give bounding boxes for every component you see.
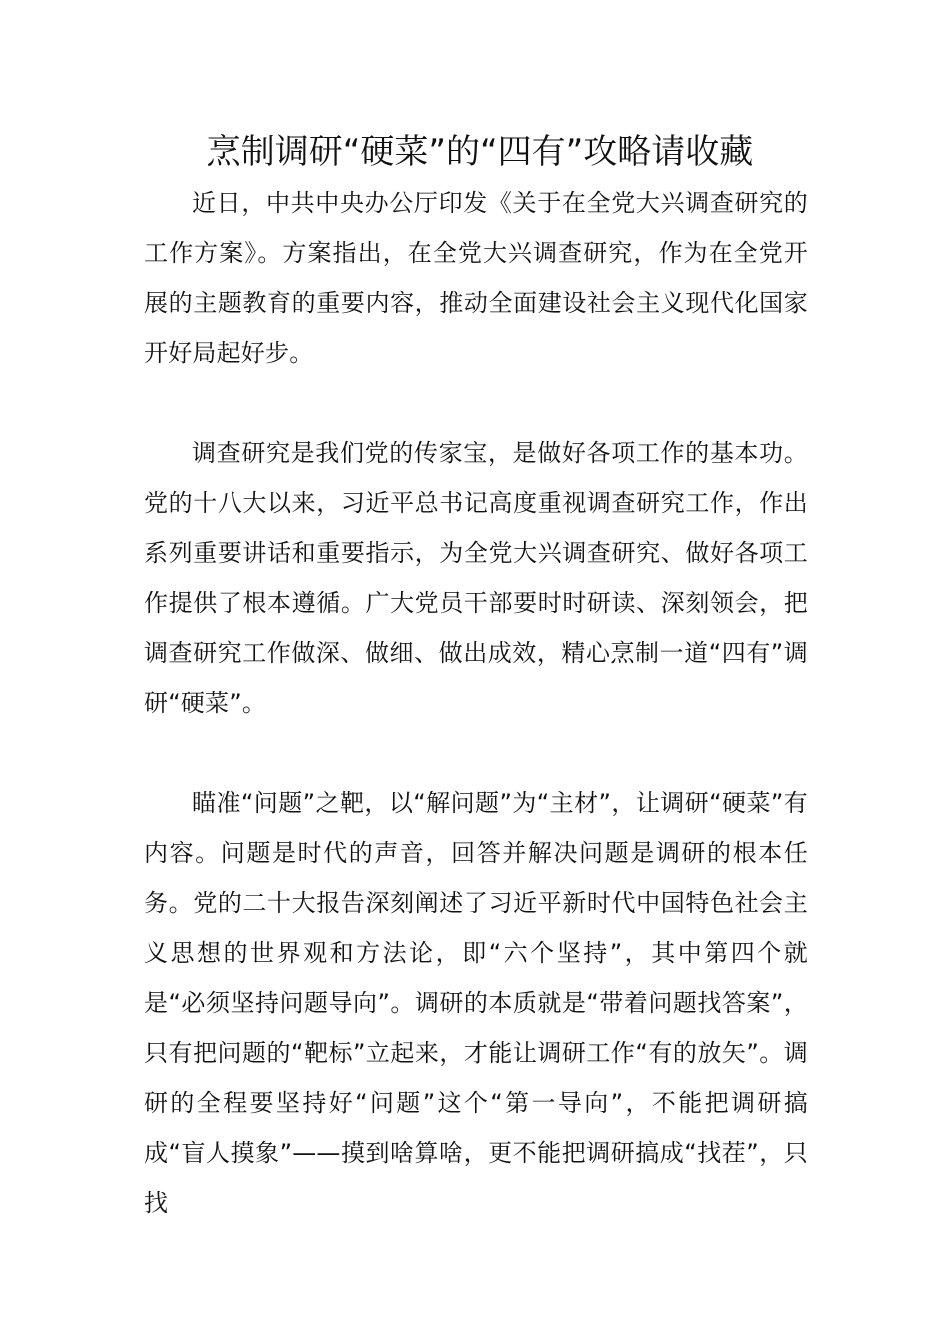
paragraph-spacer <box>144 728 808 778</box>
paragraph-3: 瞄准“问题”之靶，以“解问题”为“主材”，让调研“硬菜”有内容。问题是时代的声音，回答并解决问题是调研的根本任务。党的二十大报告深刻阐述了习近平新时代中国特色社会主义思想的世界观和方法论，即“六个坚持”，其中第四个就是“必须坚持问题导向”。调研的本质就是“带着问题找答案”，只有把问题的“靶标”立起来，才能让调研工作“有的放矢”。调研的全程要坚持好“问题”这个“第一导向”，不能把调研搞成“盲人摸象”——摸到啥算啥，更不能把调研搞成“找茬”，只找 <box>144 789 808 1217</box>
document-title: 烹制调研“硬菜”的“四有”攻略请收藏 <box>206 132 754 172</box>
document-body <box>144 178 808 1228</box>
paragraph-2: 调查研究是我们党的传家宝，是做好各项工作的基本功。党的十八大以来，习近平总书记高度重视调查研究工作，作出系列重要讲话和重要指示，为全党大兴调查研究、做好各项工作提供了根本遵循。广大党员干部要时时研读、深刻领会，把调查研究工作做深、做细、做出成效，精心烹制一道“四有”调研“硬菜”。 <box>144 439 808 717</box>
paragraph-spacer <box>144 378 808 428</box>
paragraph-1: 近日，中共中央办公厅印发《关于在全党大兴调查研究的工作方案》。方案指出，在全党大兴调查研究，作为在全党开展的主题教育的重要内容，推动全面建设社会主义现代化国家开好局起好步。 <box>144 189 808 367</box>
